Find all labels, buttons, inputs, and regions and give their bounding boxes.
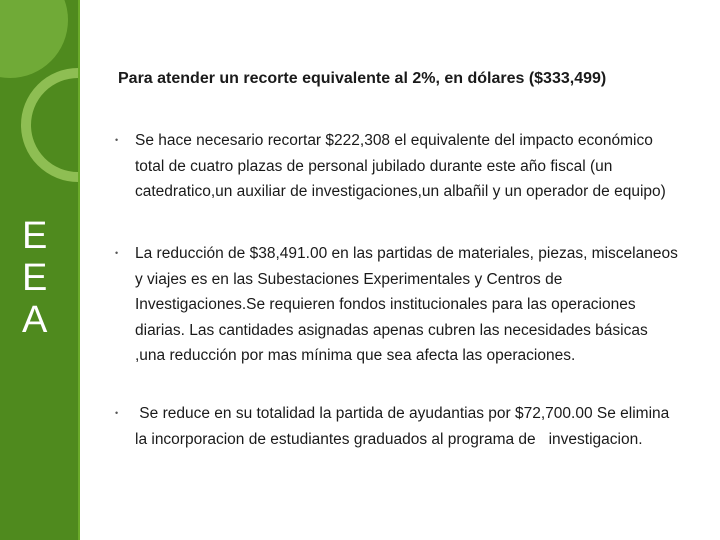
bullet-2 — [115, 241, 695, 369]
sidebar-divider — [78, 0, 80, 540]
bullet-1 — [115, 128, 695, 205]
bullet-2-line-4: diarias. Las cantidades asignadas apenas cubren las necesidades básicas — [135, 321, 648, 339]
eea-letters — [22, 215, 56, 341]
bullet-3 — [115, 401, 695, 452]
bullet-1-line-1: Se hace necesario recortar $222,308 el equivalente del impacto económico — [135, 132, 653, 149]
bullet-2-line-5: ,una reducción por mas mínima que sea afecta las operaciones. — [135, 347, 576, 364]
slide-title: Para atender un recorte equivalente al 2%, en dólares ($333,499) — [118, 70, 607, 87]
bullet-2-line-3: Investigaciones.Se requieren fondos institucionales para las operaciones — [135, 296, 636, 313]
bullet-3-line-2: la incorporacion de estudiantes graduados al programa de investigacion. — [135, 430, 643, 448]
bullet-1-line-3: catedratico,un auxiliar de investigaciones,un albañil y un operador de equipo) — [135, 183, 666, 200]
bullet-3-line-1: Se reduce en su totalidad la partida de ayudantias por $72,700.00 Se elimina — [135, 405, 670, 422]
sidebar — [0, 0, 78, 540]
decorative-ring — [26, 73, 78, 177]
bullet-marker: • — [115, 135, 119, 145]
decorative-circle-large — [0, 0, 68, 78]
bullet-marker: • — [115, 408, 119, 418]
eea-letter-1: E — [22, 215, 48, 257]
bullet-2-line-1: La reducción de $38,491.00 en las partidas de materiales, piezas, miscelaneos — [135, 245, 678, 262]
bullet-1-line-2: total de cuatro plazas de personal jubilado durante este año fiscal (un — [135, 157, 613, 175]
eea-letter-3: A — [22, 299, 48, 341]
bullet-2-line-2: y viajes es en las Subestaciones Experimentales y Centros de — [135, 270, 563, 288]
bullet-marker: • — [115, 248, 119, 258]
eea-letter-2: E — [22, 257, 48, 299]
